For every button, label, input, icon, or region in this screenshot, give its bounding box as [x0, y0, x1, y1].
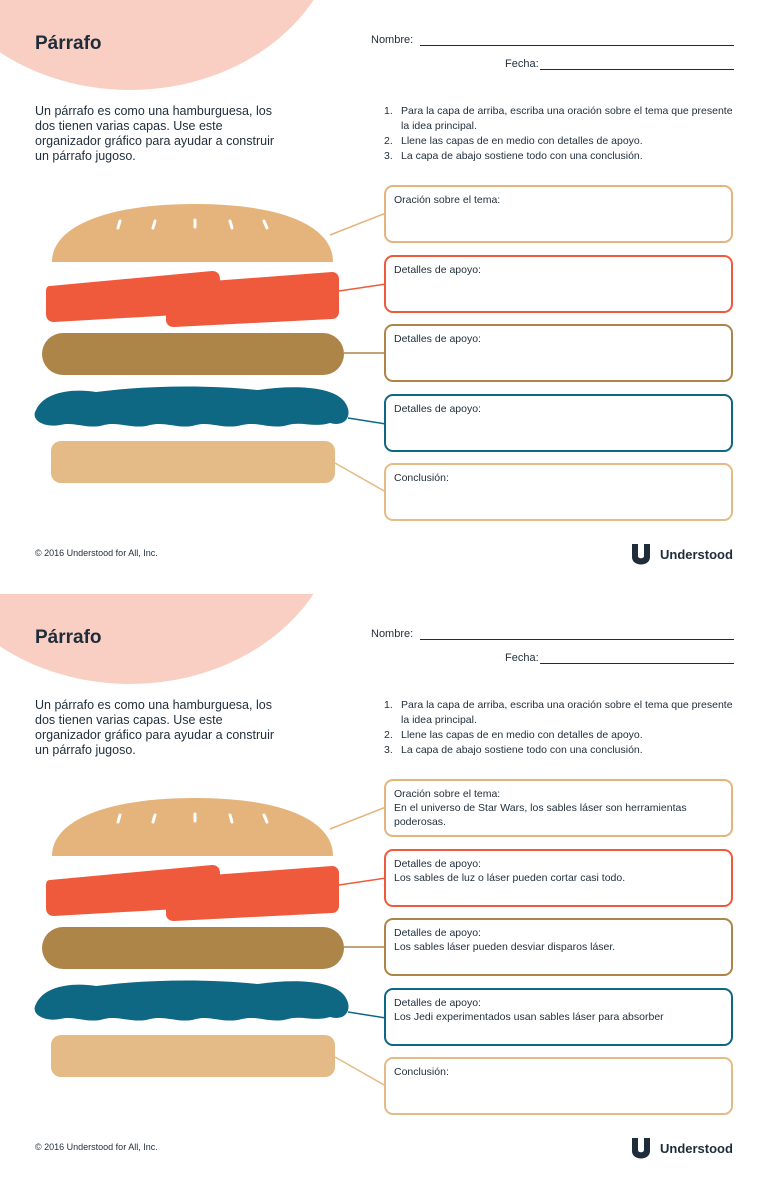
copyright-text: © 2016 Understood for All, Inc.: [35, 548, 158, 558]
box-answer: Los sables de luz o láser pueden cortar casi todo.: [394, 872, 626, 884]
instruction-item: [384, 728, 734, 743]
instruction-item: [384, 743, 734, 758]
worksheet-page-filled: [0, 594, 768, 1188]
box-label: Detalles de apoyo:: [394, 997, 481, 1009]
brand-name: Understood: [660, 546, 733, 562]
lettuce: [35, 980, 349, 1020]
understood-logo-icon: [628, 1135, 654, 1161]
lettuce: [35, 386, 349, 426]
instruction-text: La capa de abajo sostiene todo con una conclusión.: [401, 150, 643, 162]
conclusion-box[interactable]: [384, 463, 733, 521]
instructions-list: [384, 104, 734, 164]
understood-logo-icon: [628, 541, 654, 567]
instruction-number: 3.: [384, 744, 393, 756]
patty: [42, 927, 344, 969]
supporting-detail-box-2[interactable]: [384, 918, 733, 976]
box-answer: Los sables láser pueden desviar disparos láser.: [394, 941, 616, 953]
box-answer: Los Jedi experimentados usan sables láser para absorber: [394, 1011, 664, 1023]
supporting-detail-box-2[interactable]: [384, 324, 733, 382]
instruction-text: Llene las capas de en medio con detalles de apoyo.: [401, 729, 643, 741]
brand-logo: [628, 541, 733, 567]
top-bun: [52, 798, 333, 856]
instruction-number: 2.: [384, 729, 393, 741]
instructions-list: [384, 698, 734, 758]
box-label: Oración sobre el tema:: [394, 788, 501, 800]
copyright-text: © 2016 Understood for All, Inc.: [35, 1142, 158, 1152]
instruction-number: 1.: [384, 105, 393, 117]
box-label: Detalles de apoyo:: [394, 403, 481, 415]
box-label: Detalles de apoyo:: [394, 333, 481, 345]
brand-name: Understood: [660, 1140, 733, 1156]
top-bun: [52, 204, 333, 262]
name-field[interactable]: [420, 639, 734, 640]
supporting-detail-box-3[interactable]: [384, 988, 733, 1046]
name-field[interactable]: [420, 45, 734, 46]
bottom-bun: [51, 441, 335, 483]
page-title: Párrafo: [35, 627, 102, 648]
box-label: Conclusión:: [394, 472, 449, 484]
supporting-detail-box-1[interactable]: [384, 255, 733, 313]
patty: [42, 333, 344, 375]
supporting-detail-box-1[interactable]: [384, 849, 733, 907]
bottom-bun: [51, 1035, 335, 1077]
burger-illustration: [0, 180, 390, 525]
topic-sentence-box[interactable]: [384, 779, 733, 837]
box-answer: En el universo de Star Wars, los sables láser son herramientas poderosas.: [394, 802, 687, 828]
box-label: Detalles de apoyo:: [394, 927, 481, 939]
instruction-item: [384, 134, 734, 149]
page-title: Párrafo: [35, 33, 102, 54]
box-label: Detalles de apoyo:: [394, 264, 481, 276]
box-label: Oración sobre el tema:: [394, 194, 501, 206]
instruction-item: [384, 104, 734, 134]
name-label: Nombre:: [371, 34, 414, 46]
date-label: Fecha:: [505, 652, 539, 664]
instruction-number: 1.: [384, 699, 393, 711]
supporting-detail-box-3[interactable]: [384, 394, 733, 452]
date-field[interactable]: [540, 69, 734, 70]
burger-illustration: [0, 774, 390, 1119]
instruction-number: 3.: [384, 150, 393, 162]
date-field[interactable]: [540, 663, 734, 664]
instruction-text: Para la capa de arriba, escriba una oración sobre el tema que presente la idea principal.: [401, 105, 733, 132]
instruction-item: [384, 149, 734, 164]
instruction-text: Para la capa de arriba, escriba una oración sobre el tema que presente la idea principal.: [401, 699, 733, 726]
instruction-text: Llene las capas de en medio con detalles de apoyo.: [401, 135, 643, 147]
instruction-text: La capa de abajo sostiene todo con una conclusión.: [401, 744, 643, 756]
instruction-number: 2.: [384, 135, 393, 147]
box-label: Conclusión:: [394, 1066, 449, 1078]
instruction-item: [384, 698, 734, 728]
date-label: Fecha:: [505, 58, 539, 70]
intro-text: Un párrafo es como una hamburguesa, los dos tienen varias capas. Use este organizador gráfico para ayudar a construir un párrafo jugoso.: [35, 104, 275, 163]
intro-text: Un párrafo es como una hamburguesa, los dos tienen varias capas. Use este organizador gráfico para ayudar a construir un párrafo jugoso.: [35, 698, 275, 757]
brand-logo: [628, 1135, 733, 1161]
name-label: Nombre:: [371, 628, 414, 640]
box-label: Detalles de apoyo:: [394, 858, 481, 870]
topic-sentence-box[interactable]: [384, 185, 733, 243]
conclusion-box[interactable]: [384, 1057, 733, 1115]
